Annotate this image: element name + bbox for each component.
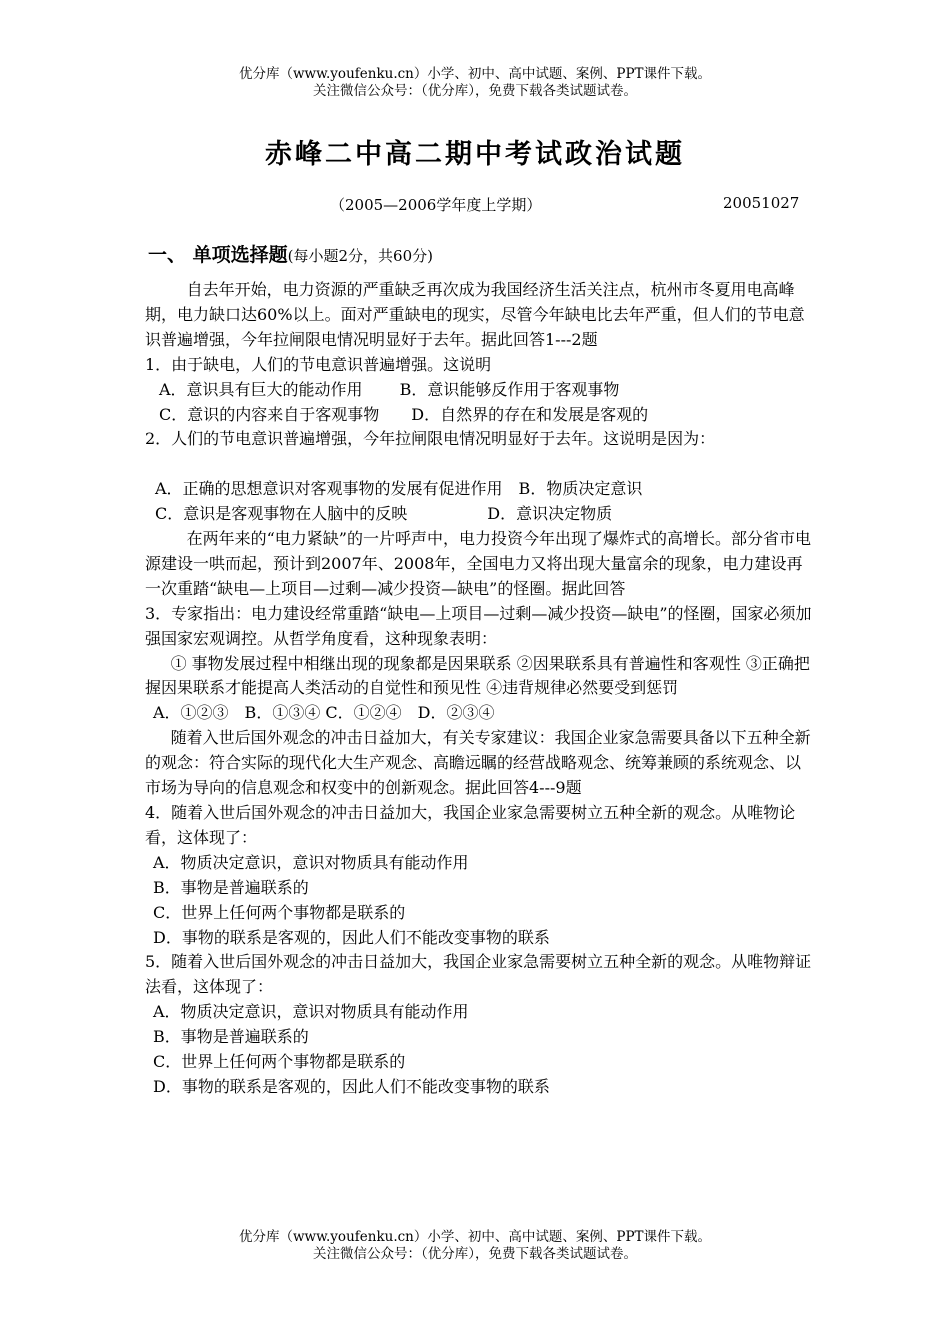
page-title: 赤峰二中高二期中考试政治试题	[265, 139, 685, 170]
page-header	[0, 66, 950, 100]
footer-line-2: 关注微信公众号：（优分库），免费下载各类试题试卷。	[313, 1246, 637, 1262]
q3-options: A．①②③ B．①③④ C．①②④ D．②③④	[153, 703, 495, 723]
q2-options-cd: C．意识是客观事物在人脑中的反映 D．意识决定物质	[155, 504, 613, 524]
intro-passage-2: 在两年来的“电力紧缺”的一片呼声中，电力投资今年出现了爆炸式的高增长。部分省市电源建设一哄而起，预计到2007年、2008年，全国电力又将出现大量富余的现象，电力建设再一次重踏“缺电—上项目—过剩—减少投资—缺电”的怪圈。据此回答	[145, 529, 811, 598]
question-3: 3．专家指出：电力建设经常重踏“缺电—上项目—过剩—减少投资—缺电”的怪圈，国家必须加强国家宏观调控。从哲学角度看，这种现象表明：	[145, 603, 812, 648]
q3-statements: ① 事物发展过程中相继出现的现象都是因果联系 ②因果联系具有普遍性和客观性 ③正确把握因果联系才能提高人类活动的自觉性和预见性 ④违背规律必然要受到惩罚	[145, 653, 810, 698]
term-label: （2005—2006学年度上学期）	[330, 196, 542, 214]
q5-option-d: D．事物的联系是客观的，因此人们不能改变事物的联系	[153, 1076, 550, 1096]
section-heading	[148, 240, 433, 267]
section-note: (每小题2分，共60分)	[287, 247, 433, 265]
blank-line	[145, 452, 813, 477]
q5-option-a: A．物质决定意识，意识对物质具有能动作用	[153, 1002, 469, 1022]
q1-options-ab: A．意识具有巨大的能动作用 B．意识能够反作用于客观事物	[159, 379, 620, 399]
q4-option-d: D．事物的联系是客观的，因此人们不能改变事物的联系	[153, 927, 550, 947]
page-footer	[0, 1229, 950, 1263]
date-label: 20051027	[723, 194, 800, 212]
q5-option-c: C．世界上任何两个事物都是联系的	[153, 1052, 406, 1072]
q1-options-cd: C．意识的内容来自于客观事物 D．自然界的存在和发展是客观的	[159, 404, 649, 424]
q4-option-a: A．物质决定意识，意识对物质具有能动作用	[153, 852, 469, 872]
header-line-1: 优分库（www.youfenku.cn）小学、初中、高中试题、案例、PPT课件下载。	[238, 66, 712, 82]
section-title: 一、 单项选择题	[148, 244, 288, 266]
q4-option-c: C．世界上任何两个事物都是联系的	[153, 902, 406, 922]
q4-option-b: B．事物是普遍联系的	[153, 877, 309, 897]
question-body	[145, 278, 813, 1100]
question-1: 1．由于缺电，人们的节电意识普遍增强。这说明	[145, 354, 492, 374]
question-4: 4．随着入世后国外观念的冲击日益加大，我国企业家急需要树立五种全新的观念。从唯物论看，这体现了：	[145, 803, 796, 847]
question-2: 2．人们的节电意识普遍增强，今年拉闸限电情况明显好于去年。这说明是因为：	[145, 429, 716, 449]
q5-option-b: B．事物是普遍联系的	[153, 1027, 309, 1047]
intro-passage-1: 自去年开始，电力资源的严重缺乏再次成为我国经济生活关注点，杭州市冬夏用电高峰期，电力缺口达60%以上。面对严重缺电的现实，尽管今年缺电比去年严重，但人们的节电意识普遍增强，今年拉闸限电情况明显好于去年。据此回答1---2题	[145, 280, 805, 349]
header-line-2: 关注微信公众号：（优分库），免费下载各类试题试卷。	[313, 83, 637, 99]
intro-passage-3: 随着入世后国外观念的冲击日益加大，有关专家建议：我国企业家急需要具备以下五种全新的观念：符合实际的现代化大生产观念、高瞻远瞩的经营战略观念、统筹兼顾的系统观念、以市场为导向的信息观念和权变中的创新观念。据此回答4---9题	[145, 728, 811, 798]
question-5: 5．随着入世后国外观念的冲击日益加大，我国企业家急需要树立五种全新的观念。从唯物辩证法看，这体现了：	[145, 952, 812, 997]
q2-options-ab: A．正确的思想意识对客观事物的发展有促进作用 B．物质决定意识	[155, 479, 643, 499]
footer-line-1: 优分库（www.youfenku.cn）小学、初中、高中试题、案例、PPT课件下载。	[238, 1229, 712, 1245]
